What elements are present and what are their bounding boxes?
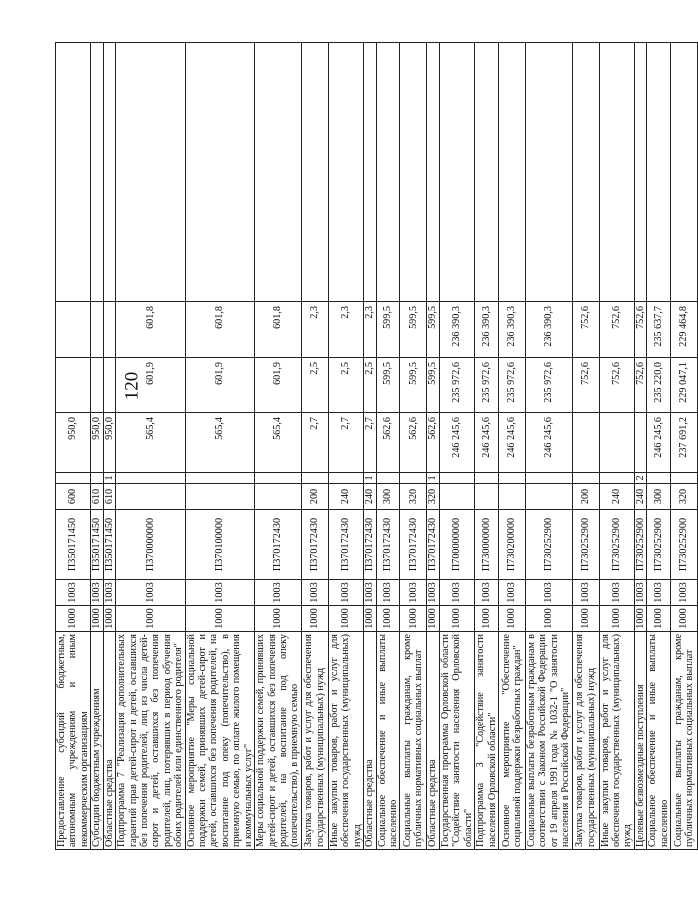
- funding-source-code: [498, 473, 525, 484]
- amount-year-3: 601,8: [185, 302, 255, 358]
- row-name: Подпрограмма 7 "Реализация дополнительных гарантий прав детей-сирот и детей, оставшихся без попечения родителей, лиц из числа детей-сирот и детей, оставшихся без попечения родителей, лиц, потерявших в период обучения обоих родителей или единственного родителя": [116, 632, 186, 850]
- amount-year-2: 599,5: [400, 358, 427, 413]
- expense-type-code: 200: [572, 484, 599, 510]
- table-row: [91, 43, 103, 850]
- amount-year-3: 235 637,7: [647, 302, 671, 358]
- funding-source-code: [599, 473, 634, 484]
- amount-year-2: 752,6: [634, 358, 646, 413]
- amount-year-3: 752,6: [572, 302, 599, 358]
- row-name: Иные закупки товаров, работ и услуг для обеспечения государственных (муниципальных) нужд: [328, 632, 363, 850]
- table-row: [255, 43, 302, 850]
- expense-type-code: [525, 484, 572, 510]
- funding-source-code: [439, 473, 474, 484]
- target-article-code: П370172430: [400, 510, 427, 580]
- subsection-code: 1003: [400, 580, 427, 606]
- amount-year-3: 236 390,3: [525, 302, 572, 358]
- section-code: 1000: [439, 606, 474, 632]
- funding-source-code: [56, 473, 91, 484]
- expense-type-code: [498, 484, 525, 510]
- amount-year-3: 2,3: [328, 302, 363, 358]
- empty-cell: [671, 43, 698, 302]
- row-name: Областные средства: [103, 632, 115, 850]
- amount-year-3: 2,3: [364, 302, 376, 358]
- funding-source-code: [91, 473, 103, 484]
- section-code: 1000: [475, 606, 499, 632]
- amount-year-3: [91, 302, 103, 358]
- subsection-code: 1003: [103, 580, 115, 606]
- target-article-code: П730200000: [498, 510, 525, 580]
- target-article-code: П370172430: [328, 510, 363, 580]
- row-name: Закупка товаров, работ и услуг для обеспечения государственных (муниципальных) нужд: [572, 632, 599, 850]
- amount-year-1: 246 245,6: [647, 413, 671, 473]
- funding-source-code: 2: [634, 473, 646, 484]
- amount-year-1: 562,6: [376, 413, 400, 473]
- target-article-code: П350171450: [56, 510, 91, 580]
- expense-type-code: 240: [328, 484, 363, 510]
- target-article-code: П730252900: [599, 510, 634, 580]
- subsection-code: 1003: [427, 580, 439, 606]
- row-name: Меры социальной поддержки семей, принявших детей-сирот и детей, оставшихся без попечения родителей, на воспитание под опеку (попечительство), в приемную семью: [255, 632, 302, 850]
- table-row: [475, 43, 499, 850]
- amount-year-2: 2,5: [301, 358, 328, 413]
- section-code: 1000: [185, 606, 255, 632]
- funding-source-code: [475, 473, 499, 484]
- table-row: [400, 43, 427, 850]
- amount-year-1: 237 691,2: [671, 413, 698, 473]
- target-article-code: П700000000: [439, 510, 474, 580]
- table-row: [301, 43, 328, 850]
- amount-year-2: 235 972,6: [498, 358, 525, 413]
- table-row: [364, 43, 376, 850]
- amount-year-1: 246 245,6: [439, 413, 474, 473]
- amount-year-3: 2,3: [301, 302, 328, 358]
- expense-type-code: [185, 484, 255, 510]
- amount-year-2: 601,9: [255, 358, 302, 413]
- expense-type-code: [475, 484, 499, 510]
- amount-year-3: [56, 302, 91, 358]
- target-article-code: П370172430: [427, 510, 439, 580]
- row-name: Основное мероприятие "Меры социальной поддержки семей, принявших детей-сирот и детей, оставшихся без попечения родителей, на воспитание под опеку (попечительство), в приемную семью, по оплате жилого помещения и коммунальных услуг": [185, 632, 255, 850]
- amount-year-2: 2,5: [328, 358, 363, 413]
- empty-cell: [328, 43, 363, 302]
- subsection-code: 1003: [439, 580, 474, 606]
- subsection-code: 1003: [364, 580, 376, 606]
- empty-cell: [116, 43, 186, 302]
- amount-year-3: [103, 302, 115, 358]
- section-code: 1000: [376, 606, 400, 632]
- empty-cell: [56, 43, 91, 302]
- expense-type-code: 200: [301, 484, 328, 510]
- table-row: [498, 43, 525, 850]
- amount-year-2: 601,9: [185, 358, 255, 413]
- amount-year-3: 601,8: [255, 302, 302, 358]
- funding-source-code: [301, 473, 328, 484]
- funding-source-code: [572, 473, 599, 484]
- empty-cell: [475, 43, 499, 302]
- row-name: Социальное обеспечение и иные выплаты населению: [647, 632, 671, 850]
- subsection-code: 1003: [116, 580, 186, 606]
- funding-source-code: [185, 473, 255, 484]
- amount-year-3: 236 390,3: [475, 302, 499, 358]
- target-article-code: П730252900: [572, 510, 599, 580]
- section-code: 1000: [56, 606, 91, 632]
- target-article-code: П730252900: [647, 510, 671, 580]
- amount-year-2: 235 972,6: [475, 358, 499, 413]
- amount-year-1: 565,4: [116, 413, 186, 473]
- section-code: 1000: [525, 606, 572, 632]
- subsection-code: 1003: [599, 580, 634, 606]
- section-code: 1000: [91, 606, 103, 632]
- expense-type-code: 320: [400, 484, 427, 510]
- section-code: 1000: [427, 606, 439, 632]
- amount-year-2: 752,6: [572, 358, 599, 413]
- amount-year-1: [572, 413, 599, 473]
- funding-source-code: [376, 473, 400, 484]
- amount-year-2: 599,5: [427, 358, 439, 413]
- amount-year-2: [56, 358, 91, 413]
- section-code: 1000: [572, 606, 599, 632]
- table-row: [56, 43, 91, 850]
- funding-source-code: [400, 473, 427, 484]
- table-row: [599, 43, 634, 850]
- target-article-code: П730252900: [634, 510, 646, 580]
- expense-type-code: 600: [56, 484, 91, 510]
- amount-year-1: 246 245,6: [498, 413, 525, 473]
- section-code: 1000: [364, 606, 376, 632]
- expense-type-code: 300: [647, 484, 671, 510]
- empty-cell: [647, 43, 671, 302]
- amount-year-3: 601,8: [116, 302, 186, 358]
- amount-year-3: 236 390,3: [439, 302, 474, 358]
- table-row: [185, 43, 255, 850]
- funding-source-code: [671, 473, 698, 484]
- row-name: Иные закупки товаров, работ и услуг для обеспечения государственных (муниципальных) нужд: [599, 632, 634, 850]
- empty-cell: [599, 43, 634, 302]
- subsection-code: 1003: [185, 580, 255, 606]
- amount-year-2: 752,6: [599, 358, 634, 413]
- subsection-code: 1003: [376, 580, 400, 606]
- amount-year-2: 235 972,6: [525, 358, 572, 413]
- expense-type-code: 320: [671, 484, 698, 510]
- amount-year-2: 601,9: [116, 358, 186, 413]
- amount-year-1: 2,7: [328, 413, 363, 473]
- table-row: [103, 43, 115, 850]
- amount-year-2: 2,5: [364, 358, 376, 413]
- section-code: 1000: [634, 606, 646, 632]
- amount-year-1: 565,4: [185, 413, 255, 473]
- empty-cell: [185, 43, 255, 302]
- subsection-code: 1003: [572, 580, 599, 606]
- target-article-code: П370172430: [376, 510, 400, 580]
- amount-year-1: 950,0: [103, 413, 115, 473]
- empty-cell: [103, 43, 115, 302]
- funding-source-code: [328, 473, 363, 484]
- target-article-code: П370100000: [185, 510, 255, 580]
- subsection-code: 1003: [56, 580, 91, 606]
- table-row: [647, 43, 671, 850]
- funding-source-code: 1: [103, 473, 115, 484]
- amount-year-2: 235 220,0: [647, 358, 671, 413]
- section-code: 1000: [103, 606, 115, 632]
- table-row: [525, 43, 572, 850]
- expense-type-code: 610: [103, 484, 115, 510]
- amount-year-2: 229 047,1: [671, 358, 698, 413]
- target-article-code: П370172430: [255, 510, 302, 580]
- amount-year-1: 950,0: [56, 413, 91, 473]
- amount-year-2: 599,5: [376, 358, 400, 413]
- amount-year-2: [103, 358, 115, 413]
- expense-type-code: [439, 484, 474, 510]
- row-name: Областные средства: [427, 632, 439, 850]
- table-row: [376, 43, 400, 850]
- empty-cell: [525, 43, 572, 302]
- empty-cell: [364, 43, 376, 302]
- funding-source-code: 1: [364, 473, 376, 484]
- row-name: Социальные выплаты гражданам, кроме публичных нормативных социальных выплат: [400, 632, 427, 850]
- row-name: Закупка товаров, работ и услуг для обеспечения государственных (муниципальных) нужд: [301, 632, 328, 850]
- section-code: 1000: [599, 606, 634, 632]
- table-row: [427, 43, 439, 850]
- row-name: Социальное обеспечение и иные выплаты населению: [376, 632, 400, 850]
- amount-year-1: 2,7: [301, 413, 328, 473]
- amount-year-1: 562,6: [427, 413, 439, 473]
- table-row: [439, 43, 474, 850]
- target-article-code: П730252900: [525, 510, 572, 580]
- funding-source-code: [647, 473, 671, 484]
- expense-type-code: 610: [91, 484, 103, 510]
- target-article-code: П730000000: [475, 510, 499, 580]
- amount-year-1: 565,4: [255, 413, 302, 473]
- target-article-code: П370000000: [116, 510, 186, 580]
- empty-cell: [439, 43, 474, 302]
- funding-source-code: [525, 473, 572, 484]
- table-row: [572, 43, 599, 850]
- funding-source-code: 1: [427, 473, 439, 484]
- amount-year-3: 599,5: [427, 302, 439, 358]
- row-name: Областные средства: [364, 632, 376, 850]
- subsection-code: 1003: [91, 580, 103, 606]
- subsection-code: 1003: [328, 580, 363, 606]
- empty-cell: [400, 43, 427, 302]
- page-number: 120: [121, 371, 143, 401]
- amount-year-3: 599,5: [400, 302, 427, 358]
- empty-cell: [634, 43, 646, 302]
- expense-type-code: 240: [599, 484, 634, 510]
- budget-table: [55, 42, 698, 850]
- subsection-code: 1003: [301, 580, 328, 606]
- amount-year-3: 752,6: [599, 302, 634, 358]
- amount-year-1: 562,6: [400, 413, 427, 473]
- target-article-code: П370172430: [364, 510, 376, 580]
- empty-cell: [301, 43, 328, 302]
- table-row: [634, 43, 646, 850]
- subsection-code: 1003: [647, 580, 671, 606]
- amount-year-2: 235 972,6: [439, 358, 474, 413]
- amount-year-3: 236 390,3: [498, 302, 525, 358]
- empty-cell: [498, 43, 525, 302]
- amount-year-3: 229 464,8: [671, 302, 698, 358]
- row-name: Субсидии бюджетным учреждениям: [91, 632, 103, 850]
- empty-cell: [572, 43, 599, 302]
- funding-source-code: [255, 473, 302, 484]
- section-code: 1000: [116, 606, 186, 632]
- amount-year-1: [599, 413, 634, 473]
- section-code: 1000: [647, 606, 671, 632]
- amount-year-1: 246 245,6: [475, 413, 499, 473]
- table-row: [116, 43, 186, 850]
- row-name: Подпрограмма 3 "Содействие занятости населения Орловской области": [475, 632, 499, 850]
- expense-type-code: [116, 484, 186, 510]
- budget-table-body: [56, 43, 698, 850]
- amount-year-3: 752,6: [634, 302, 646, 358]
- section-code: 1000: [498, 606, 525, 632]
- section-code: 1000: [328, 606, 363, 632]
- amount-year-1: 950,0: [91, 413, 103, 473]
- expense-type-code: 240: [634, 484, 646, 510]
- empty-cell: [255, 43, 302, 302]
- amount-year-1: 246 245,6: [525, 413, 572, 473]
- expense-type-code: [255, 484, 302, 510]
- amount-year-2: [91, 358, 103, 413]
- subsection-code: 1003: [671, 580, 698, 606]
- table-row: [671, 43, 698, 850]
- target-article-code: П730252900: [671, 510, 698, 580]
- funding-source-code: [116, 473, 186, 484]
- budget-table-rotated: [55, 43, 696, 850]
- row-name: Социальные выплаты безработным гражданам в соответствии с Законом Российской Федерации от 19 апреля 1991 года № 1032-1 "О занятости населения в Российской Федерации": [525, 632, 572, 850]
- row-name: Социальные выплаты гражданам, кроме публичных нормативных социальных выплат: [671, 632, 698, 850]
- amount-year-1: [634, 413, 646, 473]
- target-article-code: П350171450: [91, 510, 103, 580]
- empty-cell: [91, 43, 103, 302]
- section-code: 1000: [301, 606, 328, 632]
- expense-type-code: 300: [376, 484, 400, 510]
- row-name: Целевые безвозмездные поступления: [634, 632, 646, 850]
- subsection-code: 1003: [475, 580, 499, 606]
- row-name: Основное мероприятие "Обеспечение социальной поддержки безработных граждан": [498, 632, 525, 850]
- table-row: [328, 43, 363, 850]
- row-name: Предоставление субсидий бюджетным, автономным учреждениям и иным некоммерческим организациям: [56, 632, 91, 850]
- target-article-code: П350171450: [103, 510, 115, 580]
- section-code: 1000: [400, 606, 427, 632]
- amount-year-3: 599,5: [376, 302, 400, 358]
- subsection-code: 1003: [525, 580, 572, 606]
- subsection-code: 1003: [498, 580, 525, 606]
- subsection-code: 1003: [255, 580, 302, 606]
- target-article-code: П370172430: [301, 510, 328, 580]
- empty-cell: [376, 43, 400, 302]
- row-name: Государственная программа Орловской области "Содействие занятости населения Орловской области": [439, 632, 474, 850]
- amount-year-1: 2,7: [364, 413, 376, 473]
- subsection-code: 1003: [634, 580, 646, 606]
- empty-cell: [427, 43, 439, 302]
- section-code: 1000: [671, 606, 698, 632]
- expense-type-code: 240: [364, 484, 376, 510]
- section-code: 1000: [255, 606, 302, 632]
- expense-type-code: 320: [427, 484, 439, 510]
